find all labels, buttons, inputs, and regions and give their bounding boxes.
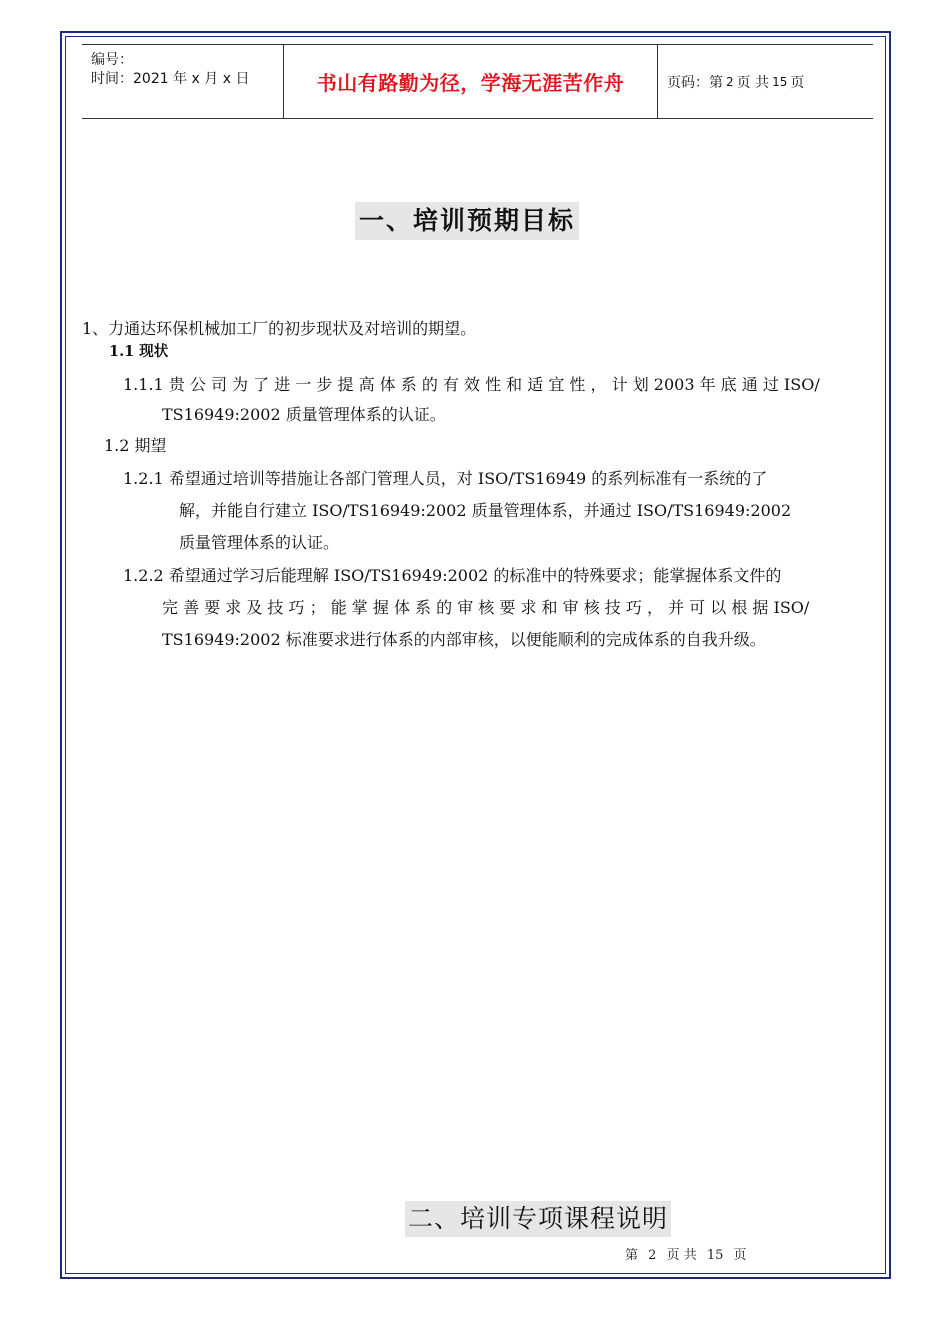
p121-line1: 1.2.1 希望通过培训等措施让各部门管理人员，对 ISO/TS16949 的系列标准有一系统的了: [123, 469, 768, 488]
sub12-title: 1.2 期望: [104, 436, 167, 455]
header-page-info: [658, 45, 873, 118]
footer-prefix: 第: [625, 1248, 639, 1263]
page-footer: [625, 1244, 747, 1263]
sub11-title: 1.1 现状: [109, 343, 169, 360]
page-suffix: 页: [790, 74, 805, 91]
p111-line1: 1.1.1 贵 公 司 为 了 进 一 步 提 高 体 系 的 有 效 性 和 适 宜 性 ， 计 划 2003 年 底 通 过 ISO/: [123, 375, 820, 394]
p122-line3: TS16949:2002 标准要求进行体系的内部审核，以便能顺利的完成体系的自我升级。: [162, 630, 766, 649]
header-table: [82, 44, 873, 119]
page-total: 15: [772, 74, 788, 89]
page-prefix: 页码：第: [667, 74, 723, 91]
p122-line2: 完 善 要 求 及 技 巧 ； 能 掌 握 体 系 的 审 核 要 求 和 审 核 技 巧 ， 并 可 以 根 据 ISO/: [162, 598, 810, 617]
p121-line3: 质量管理体系的认证。: [179, 533, 340, 552]
section2-title: 二、培训专项课程说明: [405, 1201, 671, 1237]
number-label: 编号：: [91, 52, 133, 68]
p121-line2: 解，并能自行建立 ISO/TS16949:2002 质量管理体系，并通过 ISO/TS16949:2002: [179, 501, 792, 520]
footer-current: 2: [648, 1248, 657, 1263]
page-mid: 页 共: [736, 74, 770, 91]
section1-title: 一、培训预期目标: [355, 202, 579, 240]
time-label: 时间：2021 年 x 月 x 日: [91, 71, 250, 87]
page-current: 2: [726, 74, 734, 89]
p111-line2: TS16949:2002 质量管理体系的认证。: [162, 405, 446, 424]
item1-heading: 1、力通达环保机械加工厂的初步现状及对培训的期望。: [82, 319, 477, 338]
footer-total: 15: [706, 1248, 724, 1263]
footer-suffix: 页: [733, 1248, 747, 1263]
p122-line1: 1.2.2 希望通过学习后能理解 ISO/TS16949:2002 的标准中的特殊要求；能掌握体系文件的: [123, 566, 782, 585]
header-motto: 书山有路勤为径，学海无涯苦作舟: [284, 45, 658, 118]
footer-mid: 页 共: [666, 1248, 697, 1263]
header-info-cell: [82, 45, 284, 118]
